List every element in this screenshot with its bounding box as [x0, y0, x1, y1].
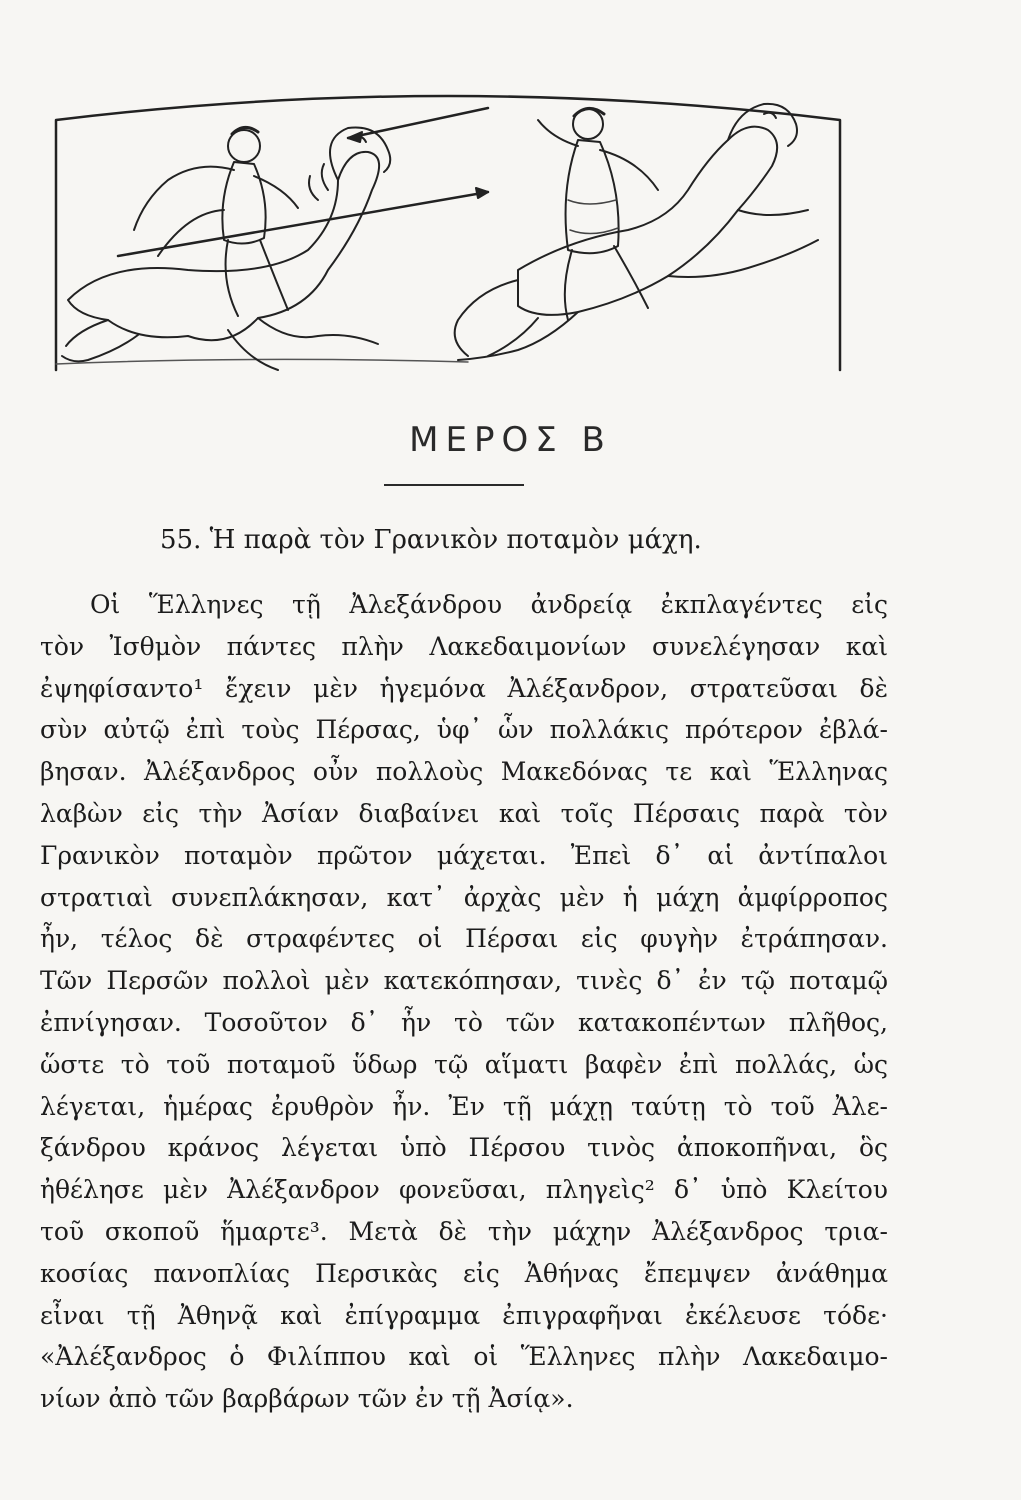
text-line: «Ἀλέξανδρος ὁ Φιλίππου καὶ οἱ Ἕλληνες πλὴν Λακεδαιμο-: [40, 1342, 888, 1372]
text-line: τὸν Ἰσθμὸν πάντες πλὴν Λακεδαιμονίων συνελέγησαν καὶ: [40, 631, 888, 661]
text-line: στρατιαὶ συνεπλάκησαν, κατ᾽ ἀρχὰς μὲν ἡ μάχη ἀμφίρροπος: [40, 882, 888, 912]
text-line: σὺν αὐτῷ ἐπὶ τοὺς Πέρσας, ὑφ᾽ ὧν πολλάκις πρότερον ἐβλά-: [40, 715, 888, 745]
text-line: λαβὼν εἰς τὴν Ἀσίαν διαβαίνει καὶ τοῖς Πέρσαις παρὰ τὸν: [40, 798, 888, 828]
heading-divider: [384, 484, 524, 486]
body-text: [40, 584, 888, 1420]
text-line: νίων ἀπὸ τῶν βαρβάρων τῶν ἐν τῇ Ἀσίᾳ».: [40, 1384, 574, 1414]
text-line: ἠθέλησε μὲν Ἀλέξανδρον φονεῦσαι, πληγεὶς² δ᾽ ὑπὸ Κλείτου: [40, 1175, 888, 1205]
text-line: ἦν, τέλος δὲ στραφέντες οἱ Πέρσαι εἰς φυγὴν ἐτράπησαν.: [40, 924, 888, 954]
text-line: κοσίας πανοπλίας Περσικὰς εἰς Ἀθήνας ἔπεμψεν ἀνάθημα: [40, 1258, 888, 1288]
text-line: ὥστε τὸ τοῦ ποταμοῦ ὕδωρ τῷ αἵματι βαφὲν ἐπὶ πολλάς, ὡς: [40, 1049, 888, 1079]
text-line: βησαν. Ἀλέξανδρος οὖν πολλοὺς Μακεδόνας τε καὶ Ἕλληνας: [40, 757, 888, 787]
text-line: λέγεται, ἡμέρας ἐρυθρὸν ἦν. Ἐν τῇ μάχῃ ταύτῃ τὸ τοῦ Ἀλε-: [40, 1091, 888, 1121]
section-title: [160, 525, 702, 555]
text-line: Τῶν Περσῶν πολλοὶ μὲν κατεκόπησαν, τινὲς δ᾽ ἐν τῷ ποταμῷ: [40, 966, 888, 996]
text-line: ξάνδρου κράνος λέγεται ὑπὸ Πέρσου τινὸς ἀποκοπῆναι, ὃς: [40, 1133, 888, 1163]
section-number: 55.: [160, 525, 202, 555]
battle-scene-illustration: [48, 80, 848, 372]
part-heading: ΜΕΡΟΣ Β: [409, 420, 612, 460]
text-line: Οἱ Ἕλληνες τῇ Ἀλεξάνδρου ἀνδρείᾳ ἐκπλαγέντες εἰς: [90, 590, 888, 619]
text-line: Γρανικὸν ποταμὸν πρῶτον μάχεται. Ἐπεὶ δ᾽ αἱ ἀντίπαλοι: [40, 840, 888, 870]
text-line: τοῦ σκοποῦ ἥμαρτε³. Μετὰ δὲ τὴν μάχην Ἀλέξανδρος τρια-: [40, 1216, 888, 1246]
text-line: εἶναι τῇ Ἀθηνᾷ καὶ ἐπίγραμμα ἐπιγραφῆναι ἐκέλευσε τόδε·: [40, 1300, 888, 1330]
section-heading-text: Ἡ παρὰ τὸν Γρανικὸν ποταμὸν μάχη.: [209, 525, 702, 555]
text-line: ἐπνίγησαν. Τοσοῦτον δ᾽ ἦν τὸ τῶν κατακοπέντων πλῆθος,: [40, 1007, 888, 1037]
text-line: ἐψηφίσαντο¹ ἔχειν μὲν ἡγεμόνα Ἀλέξανδρον, στρατεῦσαι δὲ: [40, 673, 888, 703]
